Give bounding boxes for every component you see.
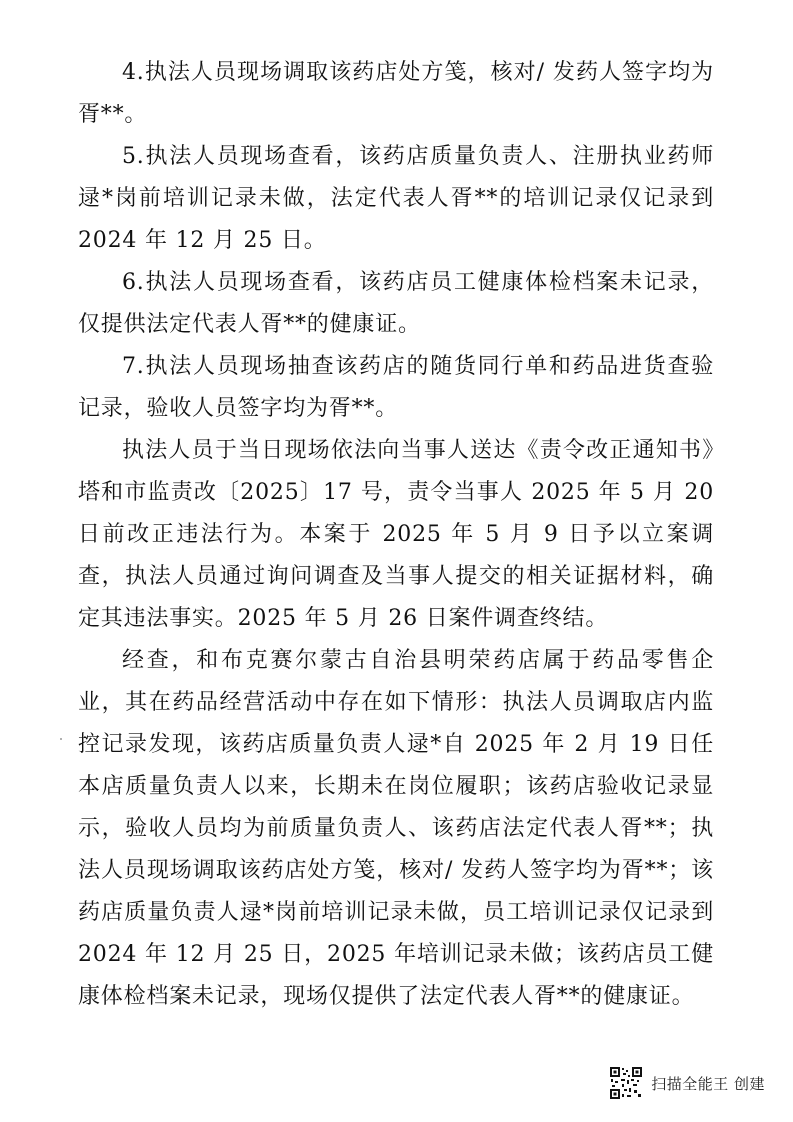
paragraph-rectification-notice: 执法人员于当日现场依法向当事人送达《责令改正通知书》塔和市监责改〔2025〕17 号，责令当事人 2025 年 5 月 20 日前改正违法行为。本案于 2025 年 5 月 9 日予以立案调查，执法人员通过询问调查及当事人提交的相关证据材料，确定其违法事实。2025 年 5 月 26 日案件调查终结。 [78,438,714,631]
paragraph-item-7: 7.执法人员现场抽查该药店的随货同行单和药品进货查验记录，验收人员签字均为胥**。 [78,354,714,421]
paragraph-findings: 经查，和布克赛尔蒙古自治县明荣药店属于药品零售企业，其在药品经营活动中存在如下情形：执法人员调取店内监控记录发现，该药店质量负责人逯*自 2025 年 2 月 19 日任本店质量负责人以来，长期未在岗位履职；该药店验收记录显示，验收人员均为前质量负责人、该药店法定代表人胥**；执法人员现场调取该药店处方笺，核对/ 发药人签字均为胥**；该药店质量负责人逯*岗前培训记录未做，员工培训记录仅记录到 2024 年 12 月 25 日，2025 年培训记录未做；该药店员工健康体检档案未记录，现场仅提供了法定代表人胥**的健康证。 [78,648,714,1009]
paragraph-item-6: 6.执法人员现场查看，该药店员工健康体检档案未记录，仅提供法定代表人胥**的健康证。 [78,270,714,337]
margin-mark [60,738,62,740]
scanner-watermark [609,1066,765,1100]
qr-code-icon [609,1066,643,1100]
paragraph-item-5: 5.执法人员现场查看，该药店质量负责人、注册执业药师逯*岗前培训记录未做，法定代表人胥**的培训记录仅记录到 2024 年 12 月 25 日。 [78,144,714,253]
paragraph-item-4: 4.执法人员现场调取该药店处方笺，核对/ 发药人签字均为胥**。 [78,60,714,127]
watermark-label: 扫描全能王 创建 [651,1074,765,1093]
document-body [78,52,714,1018]
